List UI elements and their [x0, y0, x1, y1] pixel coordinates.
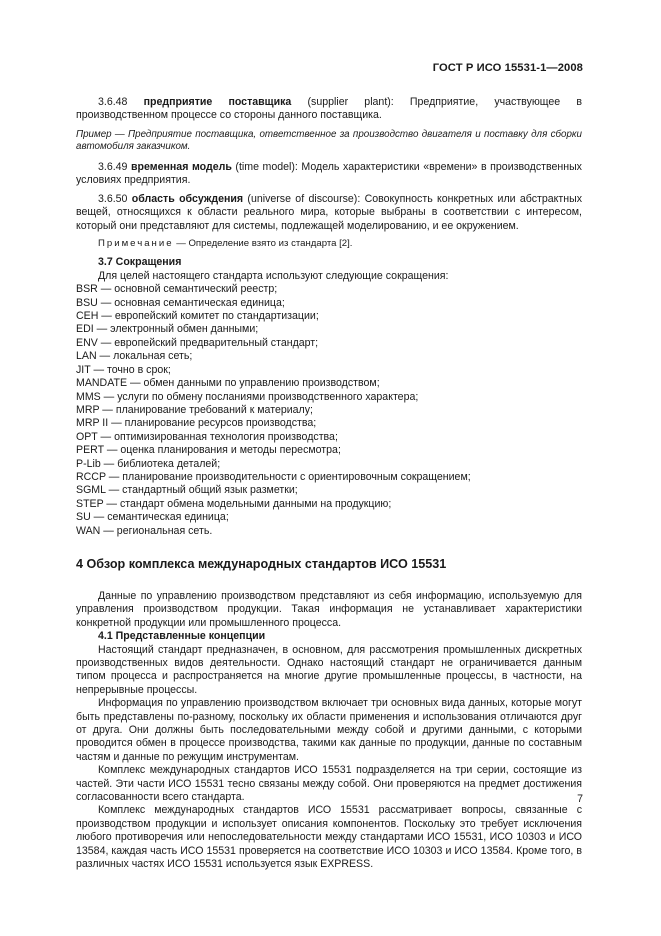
section-4-1-paragraph: Информация по управлению производством включает три основных вида данных, которые могут быть представлены по-разному, поскольку их области применения и использования отличаются друг от друга. Они должны быть последовательными между собой и другими данными, с которыми проводится обмен в процессе производства, такими как данные по продукции, данные по составным частям и данные по режущим инструментам.: [76, 697, 582, 763]
section-4-1-paragraph: Настоящий стандарт предназначен, в основном, для рассмотрения промышленных дискретных производственных видов деятельности. Однако настоящий стандарт не ограничивается данным типом процесса и распространяется на многие другие промышленные процессы, в частности, на непрерывные процессы.: [76, 643, 582, 696]
abbreviation-item: BSU — основная семантическая единица;: [76, 296, 285, 309]
abbreviation-item: SU — семантическая единица;: [76, 511, 229, 524]
section-3-7-intro: Для целей настоящего стандарта используют следующие сокращения:: [98, 269, 449, 282]
abbreviation-list: [76, 283, 582, 538]
document-body: [76, 96, 582, 872]
term-definition: (time model): Модель характеристики «времени» в производственных условиях предприятия.: [76, 161, 582, 187]
term-number: 3.6.50: [98, 192, 128, 205]
document-header: ГОСТ Р ИСО 15531-1—2008: [432, 62, 583, 74]
section-3-7-title: 3.7 Сокращения: [98, 256, 182, 269]
abbreviation-item: SGML — стандартный общий язык разметки;: [76, 484, 298, 497]
term-3-6-48: [76, 96, 582, 123]
term-title: временная модель: [131, 161, 232, 173]
section-4-title: 4 Обзор комплекса международных стандартов ИСО 15531: [76, 556, 447, 571]
abbreviation-item: OPT — оптимизированная технология производства;: [76, 430, 338, 443]
abbreviation-item: PERT — оценка планирования и методы пересмотра;: [76, 444, 341, 457]
note-paragraph: [76, 237, 582, 250]
abbreviation-item: JIT — точно в срок;: [76, 363, 171, 376]
abbreviation-item: ENV — европейский предварительный стандарт;: [76, 336, 319, 349]
abbreviation-item: STEP — стандарт обмена модельными данными на продукцию;: [76, 497, 392, 510]
term-definition: (universe of discourse): Совокупность конкретных или абстрактных вещей, относящихся к области реального мира, которые выбраны в соответствии с интересом, который они представляют для системы, подлежащей моделированию, и ее окружением.: [76, 192, 582, 232]
abbreviation-item: LAN — локальная сеть;: [76, 350, 193, 363]
term-title: предприятие поставщика: [143, 96, 292, 108]
section-4-1-title: 4.1 Представленные концепции: [98, 630, 266, 643]
note-label: Примечание: [98, 238, 174, 250]
page-number: 7: [577, 793, 583, 805]
abbreviation-item: WAN — региональная сеть.: [76, 524, 213, 537]
abbreviation-item: MRP — планирование требований к материалу;: [76, 403, 313, 416]
section-4-1-paragraph: Комплекс международных стандартов ИСО 15531 рассматривает вопросы, связанные с производством продукции и использует описания компонентов. Поскольку это требует исключения любого противоречия или непоследовательности между стандартами ИСО 15531, ИСО 10303 и ИСО 13584, каждая часть ИСО 15531 проверяется на соответствие ИСО 10303 и ИСО 13584. Кроме того, в различных частях ИСО 15531 используется язык EXPRESS.: [76, 804, 582, 871]
abbreviation-item: MANDATE — обмен данными по управлению производством;: [76, 377, 380, 390]
section-4-1-paragraph: Комплекс международных стандартов ИСО 15531 подразделяется на три серии, состоящие из частей. Эти части ИСО 15531 тесно связаны между собой. Они проверяются на предмет достижения согласованности всего стандарта.: [76, 764, 582, 804]
abbreviation-item: MMS — услуги по обмену посланиями производственного характера;: [76, 390, 419, 403]
term-number: 3.6.48: [98, 96, 128, 108]
abbreviation-item: RCCP — планирование производительности с ориентировочным сокращением;: [76, 470, 471, 483]
abbreviation-item: CEH — европейский комитет по стандартизации;: [76, 310, 319, 323]
abbreviation-item: MRP II — планирование ресурсов производства;: [76, 417, 317, 430]
section-4-paragraph: Данные по управлению производством представляют из себя информацию, используемую для управления производством продукции. Такая информация не устанавливает характеристики конкретной продукции или промышленного процесса.: [76, 589, 582, 629]
example-paragraph: Пример — Предприятие поставщика, ответственное за производство двигателя и поставку для сборки автомобиля заказчиком.: [76, 128, 582, 153]
term-3-6-49: [76, 161, 582, 188]
abbreviation-item: BSR — основной семантический реестр;: [76, 283, 278, 296]
note-text: — Определение взято из стандарта [2].: [173, 238, 353, 250]
term-title: область обсуждения: [131, 192, 244, 205]
term-definition: (supplier plant): Предприятие, участвующее в производственном процессе со стороны данного поставщика.: [76, 96, 582, 122]
abbreviation-item: P-Lib — библиотека деталей;: [76, 457, 221, 470]
term-number: 3.6.49: [98, 161, 128, 173]
abbreviation-item: EDI — электронный обмен данными;: [76, 323, 259, 336]
term-3-6-50: [76, 193, 582, 233]
